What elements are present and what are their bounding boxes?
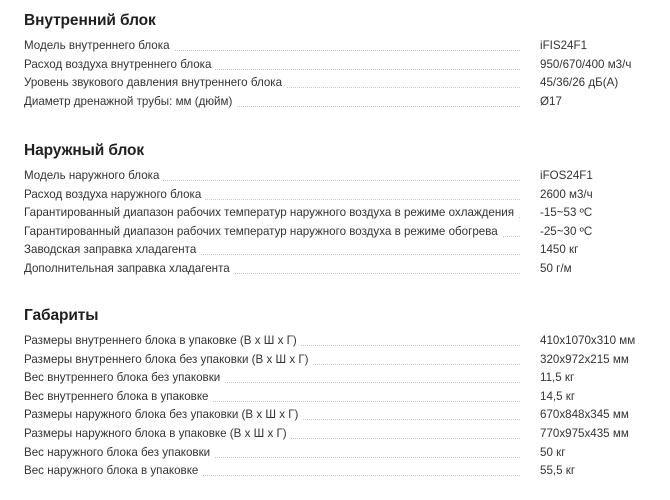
spec-row — [24, 369, 670, 388]
spec-row — [24, 406, 670, 425]
spec-label: Размеры наружного блока без упаковки (В х Ш х Г) — [24, 406, 302, 425]
spec-row — [24, 388, 670, 407]
spec-list — [24, 37, 670, 111]
spec-value: 11,5 кг — [540, 371, 575, 385]
spec-row — [24, 204, 670, 223]
spec-label: Вес внутреннего блока в упаковке — [24, 388, 212, 407]
spec-label: Вес внутреннего блока без упаковки — [24, 369, 224, 388]
spec-value: iFOS24F1 — [540, 169, 593, 182]
spec-label: Дополнительная заправка хладагента — [24, 260, 234, 279]
spec-value: -15~53 ºC — [540, 206, 593, 220]
spec-label: Диаметр дренажной трубы: мм (дюйм) — [24, 93, 236, 112]
spec-row — [24, 186, 670, 205]
spec-row — [24, 56, 670, 75]
spec-value: 50 кг — [540, 445, 566, 459]
spec-value: 1450 кг — [540, 243, 579, 257]
spec-value: 950/670/400 м3/ч — [540, 57, 632, 71]
spec-row — [24, 444, 670, 463]
spec-value: 55,5 кг — [540, 464, 576, 478]
section-title: Наружный блок — [24, 142, 145, 159]
spec-row — [24, 425, 670, 444]
spec-row — [24, 37, 670, 56]
spec-label: Гарантированный диапазон рабочих температур наружного воздуха в режиме обогрева — [24, 223, 502, 242]
spec-label: Расход воздуха наружного блока — [24, 186, 205, 205]
spec-label: Размеры наружного блока в упаковке (В х Ш х Г) — [24, 425, 291, 444]
spec-value: 670x848x345 мм — [540, 408, 629, 422]
spec-label: Расход воздуха внутреннего блока — [24, 56, 215, 75]
spec-row — [24, 462, 670, 481]
spec-value: 770x975x435 мм — [540, 426, 629, 440]
spec-label: Модель внутреннего блока — [24, 37, 174, 56]
section-title: Габариты — [24, 307, 99, 324]
spec-value: 410x1070x310 мм — [540, 334, 636, 347]
spec-value: 14,5 кг — [540, 389, 576, 403]
section-indoor-unit — [24, 10, 670, 111]
section-dimensions — [24, 305, 670, 481]
spec-label: Уровень звукового давления внутреннего блока — [24, 74, 286, 93]
spec-value: Ø17 — [540, 94, 562, 108]
spec-label: Вес наружного блока в упаковке — [24, 462, 202, 481]
spec-list — [24, 332, 670, 481]
spec-label: Гарантированный диапазон рабочих температур наружного воздуха в режиме охлаждения — [24, 204, 518, 223]
spec-row — [24, 241, 670, 260]
spec-label: Вес наружного блока без упаковки — [24, 444, 214, 463]
section-outdoor-unit — [24, 140, 670, 279]
spec-row — [24, 351, 670, 370]
spec-value: 50 г/м — [540, 261, 572, 275]
spec-value: -25~30 ºC — [540, 224, 593, 238]
spec-row — [24, 167, 670, 186]
spec-row — [24, 74, 670, 93]
spec-value: 320x972x215 мм — [540, 352, 629, 366]
spec-row — [24, 332, 670, 351]
spec-row — [24, 260, 670, 279]
spec-row — [24, 93, 670, 112]
spec-list — [24, 167, 670, 279]
spec-value: 45/36/26 дБ(А) — [540, 76, 619, 90]
spec-value: iFIS24F1 — [540, 39, 588, 52]
spec-label: Размеры внутреннего блока без упаковки (В х Ш х Г) — [24, 351, 313, 370]
spec-label: Модель наружного блока — [24, 167, 163, 186]
spec-row — [24, 223, 670, 242]
spec-value: 2600 м3/ч — [540, 187, 593, 201]
spec-label: Размеры внутреннего блока в упаковке (В х Ш х Г) — [24, 332, 301, 351]
spec-label: Заводская заправка хладагента — [24, 241, 200, 260]
section-title: Внутренний блок — [24, 12, 156, 29]
